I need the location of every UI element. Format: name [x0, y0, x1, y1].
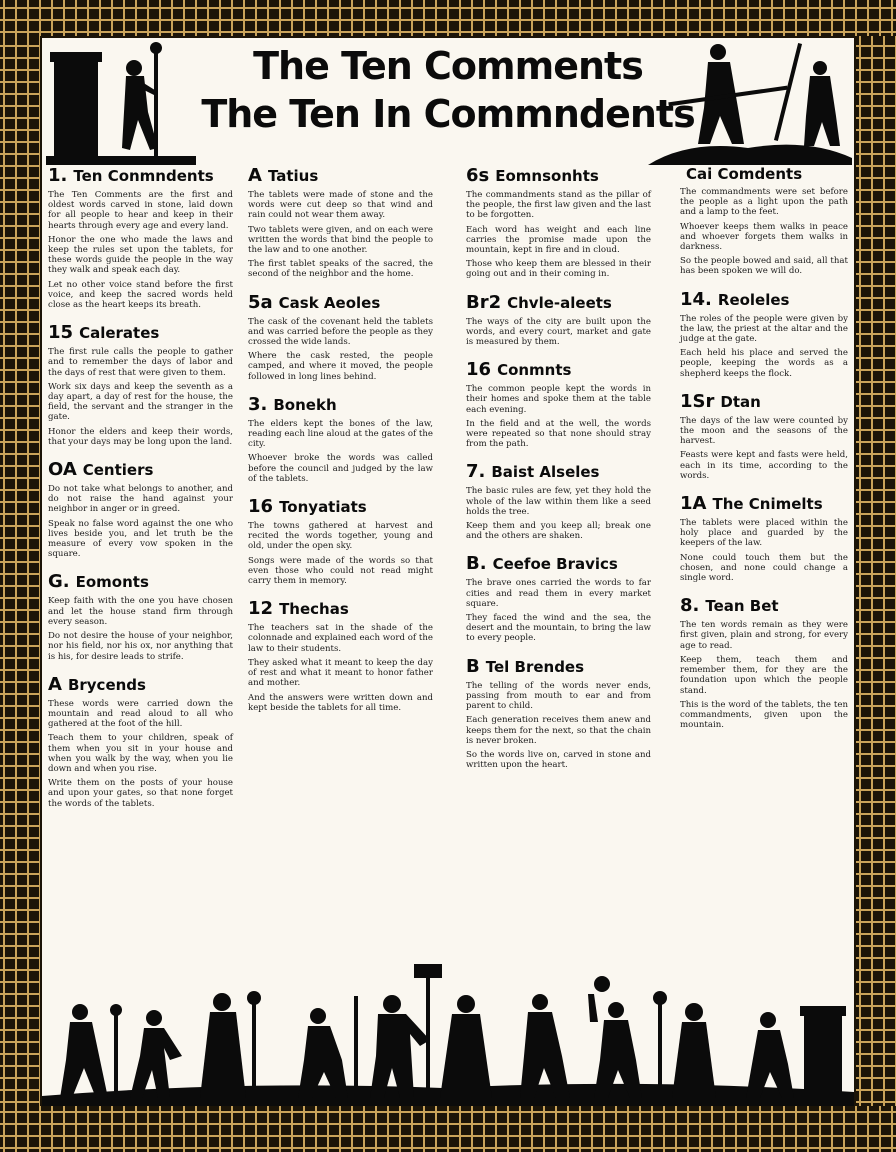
- section-number: A: [248, 165, 262, 186]
- section: [680, 493, 848, 583]
- section-number: B.: [466, 553, 487, 575]
- paragraph: Honor the one who made the laws and keep the rules set upon the tablets, for these words guide the people in the way they walk and speak each day.: [48, 234, 233, 276]
- paragraph: The towns gathered at harvest and recited the words together, young and old, under the open sky.: [248, 521, 433, 552]
- paragraph: The teachers sat in the shade of the colonnade and explained each word of the law to their students.: [248, 623, 433, 654]
- paragraph: Where the cask rested, the people camped, and where it moved, the people followed in long lines behind.: [248, 351, 433, 382]
- section-number: G.: [48, 571, 70, 593]
- paragraph: The tablets were made of stone and the words were cut deep so that wind and rain could not wear them away.: [248, 190, 433, 221]
- section-heading: [248, 165, 433, 186]
- paragraph: Whoever keeps them walks in peace and whoever forgets them walks in darkness.: [680, 221, 848, 253]
- section-title: Eomnsonhts: [495, 167, 599, 185]
- section-title: Baist Alseles: [491, 463, 600, 482]
- section-heading: [680, 595, 848, 616]
- section-number: 3.: [248, 393, 268, 415]
- section-number: 1Sr: [680, 390, 715, 412]
- section-title: Calerates: [79, 324, 160, 343]
- section-title: Centiers: [82, 461, 154, 480]
- section: [248, 496, 433, 586]
- section-number: 7.: [466, 461, 486, 483]
- section: [248, 394, 433, 484]
- section-heading: [48, 165, 233, 186]
- paragraph: The ten words remain as they were first given, plain and strong, for every age to read.: [680, 620, 848, 651]
- paragraph: And the answers were written down and kept beside the tablets for all time.: [248, 692, 433, 713]
- paragraph: Each word has weight and each line carries the promise made upon the mountain, kept in fire and in cloud.: [466, 224, 651, 256]
- paragraph: The commandments stand as the pillar of the people, the first law given and the last to be forgotten.: [466, 190, 651, 221]
- section-title: Ceefoe Bravics: [492, 555, 618, 574]
- greek-key-border-bottom: [0, 1106, 896, 1152]
- section-title: Brycends: [67, 675, 146, 694]
- paragraph: Two tablets were given, and on each were written the words that bind the people to the law and to one another.: [248, 224, 433, 256]
- section-number: 6s: [466, 165, 490, 186]
- paragraph: Those who keep them are blessed in their going out and in their coming in.: [466, 259, 651, 280]
- section-heading: [466, 461, 651, 482]
- paragraph: These words were carried down the mountain and read aloud to all who gathered at the foot of the hill.: [48, 698, 233, 730]
- paragraph: The cask of the covenant held the tablets and was carried before the people as they crossed the wide lands.: [248, 316, 433, 348]
- section-title: Reoleles: [717, 290, 790, 309]
- paragraph: The roles of the people were given by the law, the priest at the altar and the judge at the gate.: [680, 313, 848, 345]
- paragraph: Do not take what belongs to another, and do not raise the hand against your neighbor in anger or in greed.: [48, 484, 233, 515]
- section: [48, 165, 233, 310]
- greek-key-border-right: [856, 36, 896, 1106]
- paragraph: They asked what it meant to keep the day of rest and what it meant to honor father and mother.: [248, 657, 433, 689]
- section-title: Cask Aeoles: [278, 293, 381, 312]
- paragraph: The ways of the city are built upon the words, and every court, market and gate is measured by them.: [466, 316, 651, 348]
- section-title: Eomonts: [75, 573, 149, 592]
- paragraph: The telling of the words never ends, passing from mouth to ear and from parent to child.: [466, 680, 651, 712]
- paragraph: So the words live on, carved in stone and written upon the heart.: [466, 749, 651, 771]
- greek-key-border-top: [0, 0, 896, 36]
- paragraph: They faced the wind and the sea, the desert and the mountain, to bring the law to every people.: [466, 613, 651, 644]
- section-number: 15: [48, 322, 74, 344]
- section-title: Cai Comdents: [686, 165, 803, 183]
- section-heading: [48, 322, 233, 343]
- section: [48, 571, 233, 661]
- paragraph: Let no other voice stand before the first voice, and keep the sacred words held close as the heart keeps its breath.: [48, 279, 233, 311]
- paragraph: Whoever broke the words was called before the council and judged by the law of the tablets.: [248, 453, 433, 484]
- section-number: 5a: [248, 291, 273, 313]
- section: [466, 292, 651, 348]
- paragraph: Do not desire the house of your neighbor, nor his field, nor his ox, nor anything that is his, for desire leads to strife.: [48, 631, 233, 662]
- section-number: 1A: [680, 493, 707, 515]
- paragraph: The elders kept the bones of the law, reading each line aloud at the gates of the city.: [248, 418, 433, 450]
- section: [248, 165, 433, 280]
- section: [466, 165, 651, 280]
- paragraph: Honor the elders and keep their words, that your days may be long upon the land.: [48, 426, 233, 447]
- section-heading: [680, 391, 848, 412]
- section: [466, 461, 651, 541]
- section-title: Tatius: [267, 167, 319, 185]
- paragraph: In the field and at the well, the words were repeated so that none should stray from the path.: [466, 418, 651, 450]
- section-number: Br2: [466, 291, 502, 313]
- section: [48, 322, 233, 447]
- section-title: Dtan: [720, 392, 761, 411]
- paragraph: None could touch them but the chosen, and none could change a single word.: [680, 552, 848, 584]
- paragraph: So the people bowed and said, all that has been spoken we will do.: [680, 256, 848, 277]
- paragraph: The Ten Comments are the first and oldest words carved in stone, laid down for all people to hear and keep in their hearts through every age and every land.: [48, 190, 233, 231]
- section: [680, 289, 848, 379]
- section-title: Ten Conmndents: [73, 167, 214, 185]
- section-title: Thechas: [279, 600, 349, 619]
- section-heading: [48, 459, 233, 480]
- paragraph: The first tablet speaks of the sacred, the second of the neighbor and the home.: [248, 259, 433, 280]
- section-title: Conmnts: [497, 361, 572, 380]
- paragraph: Speak no false word against the one who lives beside you, and let truth be the measure of every vow spoken in the square.: [48, 518, 233, 560]
- section-heading: [680, 289, 848, 310]
- section-number: A: [48, 673, 62, 695]
- section-heading: [248, 598, 433, 619]
- section-title: Tonyatiats: [279, 498, 367, 517]
- section-number: 1.: [48, 165, 68, 186]
- section-title: Chvle-aleets: [507, 293, 612, 312]
- paragraph: Work six days and keep the seventh as a day apart, a day of rest for the house, the field, the servant and the stranger in the gate.: [48, 381, 233, 423]
- column-2: [248, 165, 433, 725]
- section: [48, 459, 233, 559]
- column-4: [680, 165, 848, 742]
- paragraph: The commandments were set before the people as a light upon the path and a lamp to the feet.: [680, 187, 848, 218]
- paragraph: The tablets were placed within the holy place and guarded by the keepers of the law.: [680, 518, 848, 549]
- section-number: 8.: [680, 595, 700, 617]
- paragraph: This is the word of the tablets, the ten commandments, given upon the mountain.: [680, 699, 848, 731]
- section-heading: [680, 165, 848, 183]
- section-title: Tel Brendes: [485, 657, 585, 676]
- section-heading: [466, 359, 651, 380]
- section-heading: [466, 553, 651, 574]
- section-number: OA: [48, 459, 77, 481]
- paragraph: Songs were made of the words so that even those who could not read might carry them in memory.: [248, 555, 433, 587]
- section-title: Bonekh: [273, 395, 337, 414]
- section-heading: [466, 165, 651, 186]
- paragraph: Each generation receives them anew and keeps them for the next, so that the chain is never broken.: [466, 715, 651, 746]
- section: [48, 674, 233, 809]
- section-number: 16: [248, 496, 274, 518]
- paragraph: The brave ones carried the words to far cities and read them in every market square.: [466, 578, 651, 609]
- column-3: [466, 165, 651, 782]
- paragraph: The first rule calls the people to gather and to remember the days of labor and the days of rest that were given to them.: [48, 347, 233, 378]
- section-heading: [466, 292, 651, 313]
- section-heading: [48, 571, 233, 592]
- section: [680, 391, 848, 481]
- column-1: [48, 165, 233, 821]
- section-heading: [248, 394, 433, 415]
- section: [248, 598, 433, 713]
- paragraph: Keep them and you keep all; break one and the others are shaken.: [466, 521, 651, 542]
- section-title: Tean Bet: [705, 597, 779, 616]
- paragraph: Teach them to your children, speak of them when you sit in your house and when you walk by the way, when you lie down and when you rise.: [48, 733, 233, 774]
- title-line-1: The Ten Comments: [253, 44, 643, 88]
- section: [248, 292, 433, 382]
- section: [466, 656, 651, 771]
- paragraph: Each held his place and served the people, keeping the words as a shepherd keeps the flock.: [680, 348, 848, 379]
- paragraph: Keep faith with the one you have chosen and let the house stand firm through every season.: [48, 596, 233, 627]
- title-line-2: The Ten In Commndents: [201, 92, 695, 136]
- paragraph: Feasts were kept and fasts were held, each in its time, according to the words.: [680, 450, 848, 481]
- section: [466, 553, 651, 643]
- section: [680, 165, 848, 277]
- section-number: B: [466, 655, 480, 677]
- paragraph: The common people kept the words in their homes and spoke them at the table each evening.: [466, 384, 651, 415]
- section-heading: [466, 656, 651, 677]
- paragraph: The days of the law were counted by the moon and the seasons of the harvest.: [680, 415, 848, 447]
- section-title: The Cnimelts: [712, 495, 823, 514]
- section-heading: [248, 496, 433, 517]
- greek-key-border-left: [0, 36, 40, 1106]
- section: [680, 595, 848, 730]
- section-heading: [48, 674, 233, 695]
- paragraph: The basic rules are few, yet they hold the whole of the law within them like a seed holds the tree.: [466, 486, 651, 517]
- section-heading: [248, 292, 433, 313]
- paragraph: Keep them, teach them and remember them, for they are the foundation upon which the people stand.: [680, 654, 848, 696]
- section-number: 16: [466, 359, 492, 381]
- section: [466, 359, 651, 449]
- warriors-frieze-silhouette: [42, 960, 854, 1106]
- section-heading: [680, 493, 848, 514]
- section-number: 12: [248, 598, 274, 620]
- paragraph: Write them on the posts of your house and upon your gates, so that none forget the words of the tablets.: [48, 778, 233, 809]
- section-number: 14.: [680, 288, 712, 310]
